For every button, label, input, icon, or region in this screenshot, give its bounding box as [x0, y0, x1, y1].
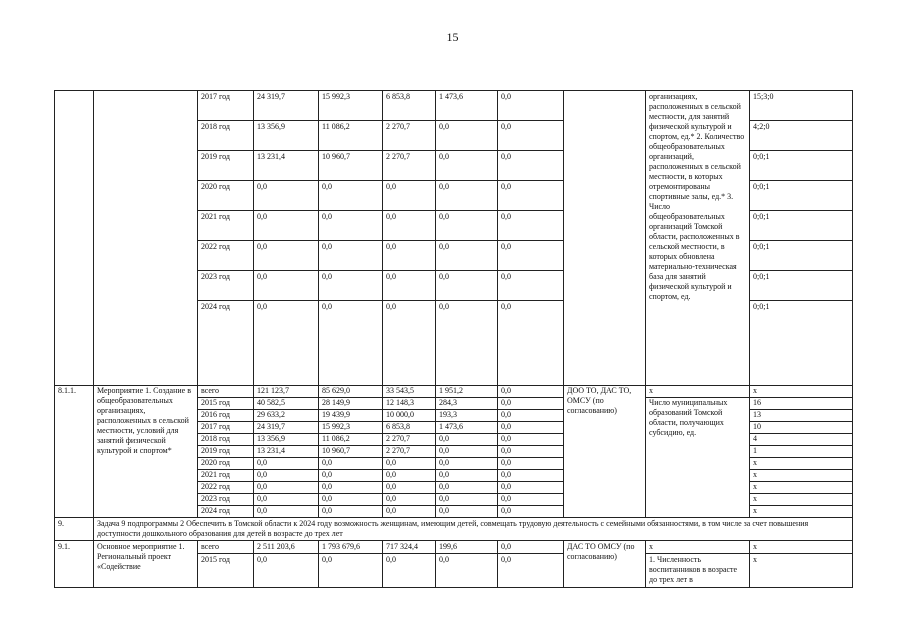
year-cell: 2024 год — [198, 301, 254, 386]
value-cell: 0,0 — [498, 301, 564, 386]
value-cell: 0,0 — [436, 506, 498, 518]
indicator-value-cell: 4;2;0 — [750, 121, 853, 151]
indicator-cell: 1. Численность воспитанников в возрасте до трех лет в — [646, 554, 750, 588]
value-cell: 1 951,2 — [436, 386, 498, 398]
value-cell: 0,0 — [254, 470, 319, 482]
value-cell: 2 270,7 — [383, 121, 436, 151]
year-cell: 2017 год — [198, 422, 254, 434]
value-cell: 0,0 — [254, 554, 319, 588]
value-cell: 0,0 — [498, 458, 564, 470]
value-cell: 0,0 — [319, 470, 383, 482]
value-cell: 1 793 679,6 — [319, 541, 383, 554]
value-cell: 0,0 — [319, 301, 383, 386]
indicator-value-cell: х — [750, 541, 853, 554]
value-cell: 0,0 — [436, 482, 498, 494]
value-cell: 28 149,9 — [319, 398, 383, 410]
value-cell: 0,0 — [436, 458, 498, 470]
event-name-cell: Основное мероприятие 1. Региональный проект «Содействие — [94, 541, 198, 588]
value-cell: 13 356,9 — [254, 434, 319, 446]
value-cell: 10 960,7 — [319, 446, 383, 458]
indicator-value-cell: 10 — [750, 422, 853, 434]
task-text-cell: Задача 9 подпрограммы 2 Обеспечить в Томской области к 2024 году возможность женщинам, имеющим детей, совмещать трудовую деятельность с семейными обязанностями, в том числе за счет повышения доступности дошкольного образования для детей в возрасте до трех лет — [94, 518, 853, 541]
value-cell: 0,0 — [254, 494, 319, 506]
year-cell: 2018 год — [198, 434, 254, 446]
value-cell: 13 231,4 — [254, 446, 319, 458]
value-cell: 0,0 — [436, 494, 498, 506]
value-cell: 33 543,5 — [383, 386, 436, 398]
value-cell: 717 324,4 — [383, 541, 436, 554]
value-cell: 24 319,7 — [254, 422, 319, 434]
executor-cell: ДАС ТО ОМСУ (по согласованию) — [564, 541, 646, 588]
value-cell: 13 356,9 — [254, 121, 319, 151]
value-cell: 0,0 — [254, 506, 319, 518]
value-cell: 0,0 — [383, 211, 436, 241]
value-cell: 0,0 — [254, 458, 319, 470]
value-cell: 0,0 — [383, 554, 436, 588]
value-cell: 11 086,2 — [319, 434, 383, 446]
indicator-value-cell: 13 — [750, 410, 853, 422]
value-cell: 0,0 — [498, 271, 564, 301]
year-cell: 2016 год — [198, 410, 254, 422]
value-cell: 0,0 — [498, 434, 564, 446]
indicator-value-cell: 0;0;1 — [750, 271, 853, 301]
year-cell: 2017 год — [198, 91, 254, 121]
indicator-value-cell: 0;0;1 — [750, 151, 853, 181]
value-cell: 0,0 — [319, 211, 383, 241]
year-cell: 2022 год — [198, 241, 254, 271]
indicator-value-cell: х — [750, 470, 853, 482]
value-cell: 0,0 — [436, 181, 498, 211]
year-cell: 2021 год — [198, 211, 254, 241]
value-cell: 0,0 — [498, 541, 564, 554]
value-cell: 0,0 — [319, 494, 383, 506]
value-cell: 0,0 — [319, 181, 383, 211]
value-cell: 199,6 — [436, 541, 498, 554]
value-cell: 0,0 — [436, 446, 498, 458]
indicator-value-cell: 4 — [750, 434, 853, 446]
value-cell: 0,0 — [383, 482, 436, 494]
year-cell: 2015 год — [198, 398, 254, 410]
event-name-cell: Мероприятие 1. Создание в общеобразовательных организациях, расположенных в сельской местности, условий для занятий физической культурой и спортом* — [94, 386, 198, 518]
value-cell: 0,0 — [498, 482, 564, 494]
value-cell: 1 473,6 — [436, 422, 498, 434]
value-cell: 0,0 — [254, 482, 319, 494]
indicator-cell: х — [646, 541, 750, 554]
value-cell: 0,0 — [383, 458, 436, 470]
value-cell: 2 270,7 — [383, 434, 436, 446]
value-cell: 6 853,8 — [383, 91, 436, 121]
page-number: 15 — [446, 30, 459, 44]
table-row — [55, 541, 853, 554]
value-cell: 121 123,7 — [254, 386, 319, 398]
indicator-value-cell: х — [750, 482, 853, 494]
value-cell: 0,0 — [436, 434, 498, 446]
year-cell: 2020 год — [198, 458, 254, 470]
value-cell: 10 000,0 — [383, 410, 436, 422]
value-cell: 11 086,2 — [319, 121, 383, 151]
value-cell: 0,0 — [436, 121, 498, 151]
program-table — [54, 90, 853, 588]
value-cell: 0,0 — [383, 241, 436, 271]
value-cell: 85 629,0 — [319, 386, 383, 398]
value-cell: 284,3 — [436, 398, 498, 410]
event-name-cell — [94, 91, 198, 386]
value-cell: 0,0 — [498, 211, 564, 241]
value-cell: 0,0 — [254, 301, 319, 386]
value-cell: 19 439,9 — [319, 410, 383, 422]
indicator-value-cell: 0;0;1 — [750, 211, 853, 241]
value-cell: 1 473,6 — [436, 91, 498, 121]
indicator-value-cell: х — [750, 386, 853, 398]
value-cell: 0,0 — [383, 271, 436, 301]
row-number-cell: 9. — [55, 518, 94, 541]
value-cell: 2 511 203,6 — [254, 541, 319, 554]
value-cell: 0,0 — [498, 121, 564, 151]
value-cell: 0,0 — [383, 506, 436, 518]
value-cell: 0,0 — [498, 554, 564, 588]
value-cell: 0,0 — [254, 271, 319, 301]
value-cell: 0,0 — [436, 241, 498, 271]
indicator-value-cell: х — [750, 506, 853, 518]
value-cell: 0,0 — [319, 458, 383, 470]
value-cell: 0,0 — [436, 470, 498, 482]
value-cell: 0,0 — [498, 506, 564, 518]
indicator-cell: организациях, расположенных в сельской местности, для занятий физической культурой и спортом, ед.* 2. Количество общеобразовательных организаций, расположенных в сельской местности, в которых отремонтированы спортивные залы, ед.* 3. Число общеобразовательных организаций Томской области, расположенных в сельской местности, в которых обновлена материально-техническая база для занятий физической культурой и спортом, ед. — [646, 91, 750, 386]
year-cell: 2023 год — [198, 271, 254, 301]
indicator-value-cell: 15;3;0 — [750, 91, 853, 121]
year-cell: 2019 год — [198, 446, 254, 458]
value-cell: 0,0 — [383, 301, 436, 386]
value-cell: 2 270,7 — [383, 151, 436, 181]
indicator-value-cell: 0;0;1 — [750, 301, 853, 386]
value-cell: 10 960,7 — [319, 151, 383, 181]
value-cell: 24 319,7 — [254, 91, 319, 121]
value-cell: 0,0 — [254, 241, 319, 271]
indicator-value-cell: х — [750, 458, 853, 470]
value-cell: 0,0 — [498, 410, 564, 422]
year-cell: 2023 год — [198, 494, 254, 506]
indicator-value-cell: 1 — [750, 446, 853, 458]
value-cell: 0,0 — [383, 494, 436, 506]
value-cell: 0,0 — [498, 181, 564, 211]
value-cell: 29 633,2 — [254, 410, 319, 422]
value-cell: 0,0 — [498, 470, 564, 482]
value-cell: 193,3 — [436, 410, 498, 422]
value-cell: 0,0 — [498, 91, 564, 121]
row-number-cell: 8.1.1. — [55, 386, 94, 518]
value-cell: 0,0 — [319, 241, 383, 271]
value-cell: 12 148,3 — [383, 398, 436, 410]
year-cell: 2022 год — [198, 482, 254, 494]
indicator-value-cell: 0;0;1 — [750, 181, 853, 211]
value-cell: 0,0 — [436, 271, 498, 301]
value-cell: 0,0 — [319, 271, 383, 301]
value-cell: 0,0 — [383, 470, 436, 482]
year-cell: всего — [198, 386, 254, 398]
row-number-cell — [55, 91, 94, 386]
year-cell: 2015 год — [198, 554, 254, 588]
value-cell: 0,0 — [436, 301, 498, 386]
value-cell: 15 992,3 — [319, 422, 383, 434]
indicator-value-cell: х — [750, 494, 853, 506]
table-row — [55, 91, 853, 121]
value-cell: 0,0 — [498, 494, 564, 506]
value-cell: 0,0 — [319, 482, 383, 494]
value-cell: 0,0 — [254, 181, 319, 211]
value-cell: 15 992,3 — [319, 91, 383, 121]
year-cell: 2018 год — [198, 121, 254, 151]
value-cell: 0,0 — [498, 398, 564, 410]
table-row — [55, 386, 853, 398]
indicator-cell: Число муниципальных образований Томской области, получающих субсидию, ед. — [646, 398, 750, 518]
value-cell: 40 582,5 — [254, 398, 319, 410]
value-cell: 0,0 — [254, 211, 319, 241]
table-row — [55, 518, 853, 541]
value-cell: 0,0 — [498, 386, 564, 398]
indicator-cell: х — [646, 386, 750, 398]
value-cell: 0,0 — [498, 422, 564, 434]
value-cell: 0,0 — [498, 241, 564, 271]
value-cell: 0,0 — [436, 151, 498, 181]
year-cell: 2024 год — [198, 506, 254, 518]
year-cell: 2021 год — [198, 470, 254, 482]
value-cell: 6 853,8 — [383, 422, 436, 434]
indicator-value-cell: 0;0;1 — [750, 241, 853, 271]
value-cell: 13 231,4 — [254, 151, 319, 181]
indicator-value-cell: х — [750, 554, 853, 588]
year-cell: всего — [198, 541, 254, 554]
value-cell: 0,0 — [498, 151, 564, 181]
value-cell: 0,0 — [436, 211, 498, 241]
value-cell: 0,0 — [436, 554, 498, 588]
row-number-cell: 9.1. — [55, 541, 94, 588]
executor-cell — [564, 91, 646, 386]
value-cell: 0,0 — [498, 446, 564, 458]
year-cell: 2019 год — [198, 151, 254, 181]
indicator-value-cell: 16 — [750, 398, 853, 410]
value-cell: 0,0 — [383, 181, 436, 211]
table-body — [55, 91, 853, 588]
executor-cell: ДОО ТО, ДАС ТО, ОМСУ (по согласованию) — [564, 386, 646, 518]
value-cell: 0,0 — [319, 554, 383, 588]
value-cell: 2 270,7 — [383, 446, 436, 458]
year-cell: 2020 год — [198, 181, 254, 211]
value-cell: 0,0 — [319, 506, 383, 518]
